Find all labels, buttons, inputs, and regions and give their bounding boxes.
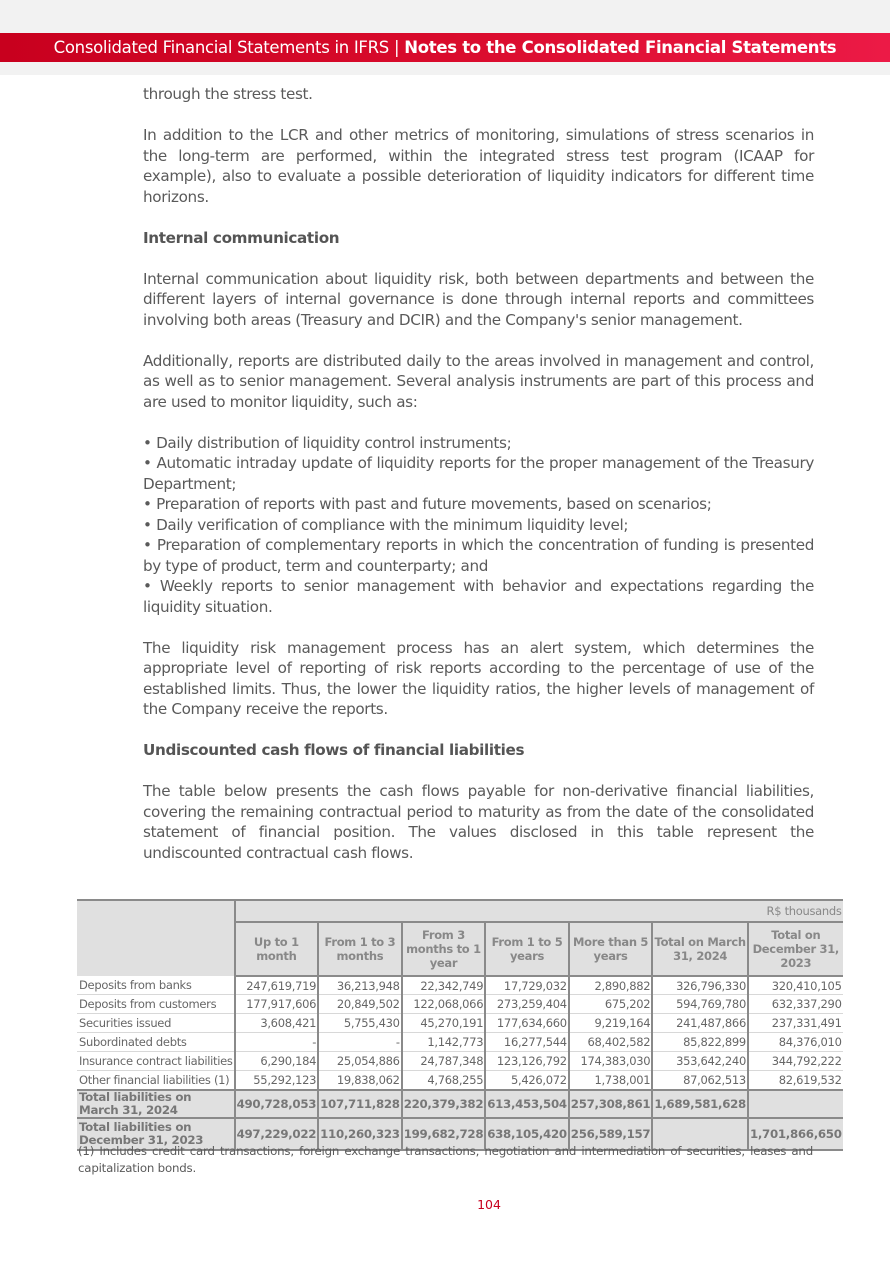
cell: 25,054,886 <box>318 1052 402 1071</box>
table-row <box>77 1052 843 1071</box>
row-label: Subordinated debts <box>77 1033 235 1052</box>
header-section: Consolidated Financial Statements in IFRS <box>53 38 389 57</box>
bullet-item: • Daily distribution of liquidity control instruments; <box>143 433 512 452</box>
cell: 632,337,290 <box>748 995 843 1014</box>
cell: 24,787,348 <box>402 1052 486 1071</box>
paragraph: In addition to the LCR and other metrics of monitoring, simulations of stress scenarios in the long-term are performed, within the integrated stress test program (ICAAP for example), also to evaluate a possible deterioration of liquidity indicators for different time horizons. <box>143 126 814 206</box>
cell: 490,728,053 <box>235 1090 319 1118</box>
column-header: From 1 to 5 years <box>485 922 569 976</box>
column-header: Total on December 31, 2023 <box>748 922 843 976</box>
cell: 257,308,861 <box>569 1090 653 1118</box>
cell: 5,755,430 <box>318 1014 402 1033</box>
cash-flows-table <box>77 899 843 1151</box>
bullet-item: • Preparation of complementary reports in which the concentration of funding is presented by type of product, term and counterparty; and <box>143 536 814 575</box>
bullet-list <box>143 433 814 618</box>
cell: 353,642,240 <box>652 1052 748 1071</box>
row-label: Deposits from customers <box>77 995 235 1014</box>
column-header: From 3 months to 1 year <box>402 922 486 976</box>
cell: 1,701,866,650 <box>748 1118 843 1150</box>
cell: - <box>318 1033 402 1052</box>
table-row <box>77 995 843 1014</box>
cell: 638,105,420 <box>485 1118 569 1150</box>
cell: 256,589,157 <box>569 1118 653 1150</box>
body-text <box>143 84 814 884</box>
cell: 16,277,544 <box>485 1033 569 1052</box>
cell: 174,383,030 <box>569 1052 653 1071</box>
cell: 2,890,882 <box>569 976 653 995</box>
table-row <box>77 1033 843 1052</box>
paragraph: Internal communication about liquidity risk, both between departments and between the different layers of internal governance is done through internal reports and committees involving both areas (Treasury and DCIR) and the Company's senior management. <box>143 269 814 329</box>
cell: 123,126,792 <box>485 1052 569 1071</box>
cell: 1,689,581,628 <box>652 1090 748 1118</box>
cell: 55,292,123 <box>235 1071 319 1091</box>
cell: 237,331,491 <box>748 1014 843 1033</box>
cell: 107,711,828 <box>318 1090 402 1118</box>
cell: 9,219,164 <box>569 1014 653 1033</box>
table-row <box>77 1014 843 1033</box>
table-row <box>77 976 843 995</box>
cell: 85,822,899 <box>652 1033 748 1052</box>
cell: 241,487,866 <box>652 1014 748 1033</box>
top-margin <box>0 0 890 33</box>
row-label: Other financial liabilities (1) <box>77 1071 235 1091</box>
paragraph: through the stress test. <box>143 85 313 103</box>
section-heading: Internal communication <box>143 228 340 247</box>
cell: 110,260,323 <box>318 1118 402 1150</box>
column-header: More than 5 years <box>569 922 653 976</box>
cell: 4,768,255 <box>402 1071 486 1091</box>
cell: 68,402,582 <box>569 1033 653 1052</box>
cell: 497,229,022 <box>235 1118 319 1150</box>
header-chapter: Notes to the Consolidated Financial Statements <box>404 38 837 57</box>
table-corner <box>77 900 235 976</box>
cell: 675,202 <box>569 995 653 1014</box>
cell: 247,619,719 <box>235 976 319 995</box>
cell: 87,062,513 <box>652 1071 748 1091</box>
cell: 36,213,948 <box>318 976 402 995</box>
cell: 22,342,749 <box>402 976 486 995</box>
cell: 199,682,728 <box>402 1118 486 1150</box>
paragraph: Additionally, reports are distributed daily to the areas involved in management and control, as well as to senior management. Several analysis instruments are part of this process and are used to monitor liquidity, such as: <box>143 351 814 411</box>
cell: 5,426,072 <box>485 1071 569 1091</box>
cell: 220,379,382 <box>402 1090 486 1118</box>
cell: 122,068,066 <box>402 995 486 1014</box>
cell: 1,142,773 <box>402 1033 486 1052</box>
total-row <box>77 1090 843 1118</box>
table-footnote: (1) Includes credit card transactions, foreign exchange transactions, negotiation and intermediation of securities, leases and capitalization bonds. <box>78 1144 813 1175</box>
column-header: From 1 to 3 months <box>318 922 402 976</box>
paragraph: The liquidity risk management process has an alert system, which determines the appropriate level of reporting of risk reports according to the percentage of use of the established limits. Thus, the lower the liquidity ratios, the higher levels of management of the Company receive the reports. <box>143 638 814 718</box>
cell: 19,838,062 <box>318 1071 402 1091</box>
cell: 613,453,504 <box>485 1090 569 1118</box>
cell: 45,270,191 <box>402 1014 486 1033</box>
cell: - <box>235 1033 319 1052</box>
page-number: 104 <box>477 1197 501 1212</box>
cell: 1,738,001 <box>569 1071 653 1091</box>
cell: 326,796,330 <box>652 976 748 995</box>
cell: 177,634,660 <box>485 1014 569 1033</box>
section-heading: Undiscounted cash flows of financial liabilities <box>143 741 525 759</box>
cell: 20,849,502 <box>318 995 402 1014</box>
unit-label: R$ thousands <box>235 900 843 922</box>
bullet-item: • Preparation of reports with past and future movements, based on scenarios; <box>143 495 712 513</box>
cell: 82,619,532 <box>748 1071 843 1091</box>
cell: 344,792,222 <box>748 1052 843 1071</box>
row-label: Total liabilities on December 31, 2023 <box>77 1118 235 1150</box>
column-header: Total on March 31, 2024 <box>652 922 748 976</box>
cell: 3,608,421 <box>235 1014 319 1033</box>
cell: 6,290,184 <box>235 1052 319 1071</box>
cell <box>748 1090 843 1118</box>
cell: 177,917,606 <box>235 995 319 1014</box>
page-header <box>0 33 890 62</box>
column-header: Up to 1 month <box>235 922 319 976</box>
table-row <box>77 1071 843 1091</box>
row-label: Deposits from banks <box>77 976 235 995</box>
cell: 273,259,404 <box>485 995 569 1014</box>
cell: 594,769,780 <box>652 995 748 1014</box>
header-separator: | <box>393 38 400 57</box>
row-label: Insurance contract liabilities <box>77 1052 235 1071</box>
bullet-item: • Automatic intraday update of liquidity reports for the proper management of the Treasury Department; <box>143 454 814 493</box>
cell: 17,729,032 <box>485 976 569 995</box>
cell: 84,376,010 <box>748 1033 843 1052</box>
row-label: Securities issued <box>77 1014 235 1033</box>
header-underband <box>0 62 890 75</box>
cell: 320,410,105 <box>748 976 843 995</box>
bullet-item: • Daily verification of compliance with the minimum liquidity level; <box>143 515 629 534</box>
paragraph: The table below presents the cash flows payable for non-derivative financial liabilities, covering the remaining contractual period to maturity as from the date of the consolidated statement of financial position. The values disclosed in this table represent the undiscounted contractual cash flows. <box>143 782 814 862</box>
row-label: Total liabilities on March 31, 2024 <box>77 1090 235 1118</box>
bullet-item: • Weekly reports to senior management with behavior and expectations regarding the liquidity situation. <box>143 577 814 616</box>
